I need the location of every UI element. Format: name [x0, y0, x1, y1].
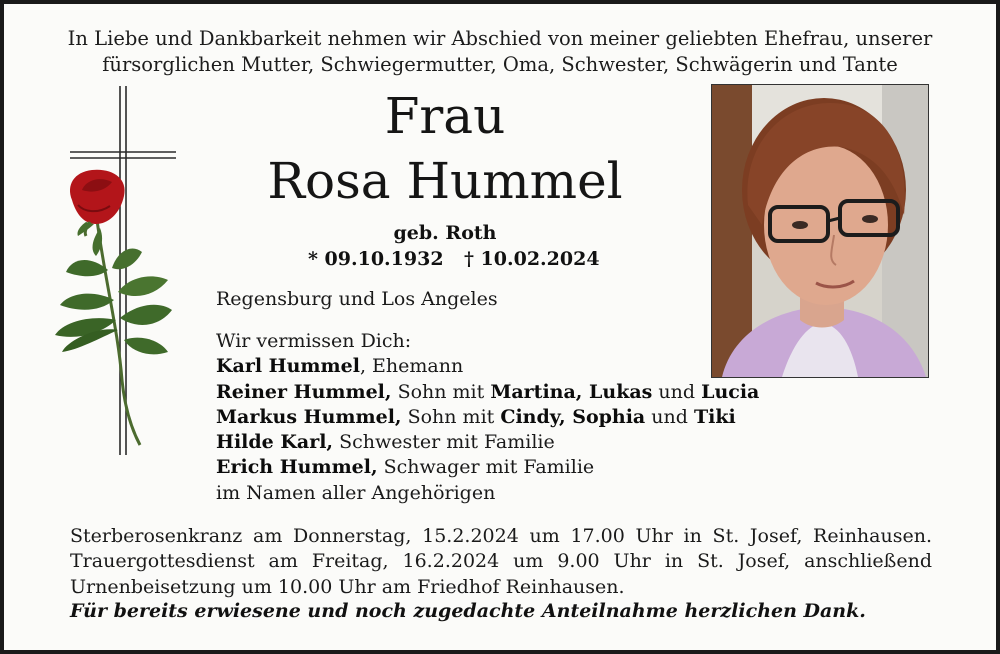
intro-line-2: fürsorglichen Mutter, Schwiegermutter, Oma, Schwester, Schwägerin und Tante [102, 53, 898, 76]
mass-info: Trauergottesdienst am Freitag, 16.2.2024 um 9.00 Uhr in St. Josef, anschließend [70, 550, 932, 573]
family-member: Karl Hummel, Ehemann [216, 355, 464, 378]
intro-line-1: In Liebe und Dankbarkeit nehmen wir Abschied von meiner geliebten Ehefrau, unserer [67, 27, 933, 50]
cross-with-rose-icon [0, 0, 200, 470]
family-member: Reiner Hummel, Sohn mit Martina, Lukas und Lucia [216, 380, 760, 403]
family-member: Erich Hummel, Schwager mit Familie [216, 456, 595, 479]
family-member: Markus Hummel, Sohn mit Cindy, Sophia und Tiki [216, 405, 736, 428]
deceased-name: Rosa Hummel [267, 152, 623, 210]
rosary-info: Sterberosenkranz am Donnerstag, 15.2.2024 um 17.00 Uhr in St. Josef, Reinhausen. [70, 525, 932, 547]
salutation: Frau [384, 87, 506, 145]
birth-date: * 09.10.1932 [308, 248, 444, 270]
thanks-note: Für bereits erwiesene und noch zugedachte Anteilnahme herzlichen Dank. [70, 600, 866, 622]
service-info [70, 524, 932, 600]
family-member: Hilde Karl, Schwester mit Familie [216, 431, 555, 454]
death-date: † 10.02.2024 [464, 248, 600, 270]
portrait-photo [711, 84, 929, 378]
burial-info: Urnenbeisetzung um 10.00 Uhr am Friedhof Reinhausen. [70, 575, 625, 598]
family-list [216, 329, 759, 506]
maiden-name: geb. Roth [393, 222, 497, 244]
family-heading: Wir vermissen Dich: [216, 330, 412, 352]
residence: Regensburg und Los Angeles [216, 288, 498, 310]
family-closing: im Namen aller Angehörigen [216, 481, 496, 504]
